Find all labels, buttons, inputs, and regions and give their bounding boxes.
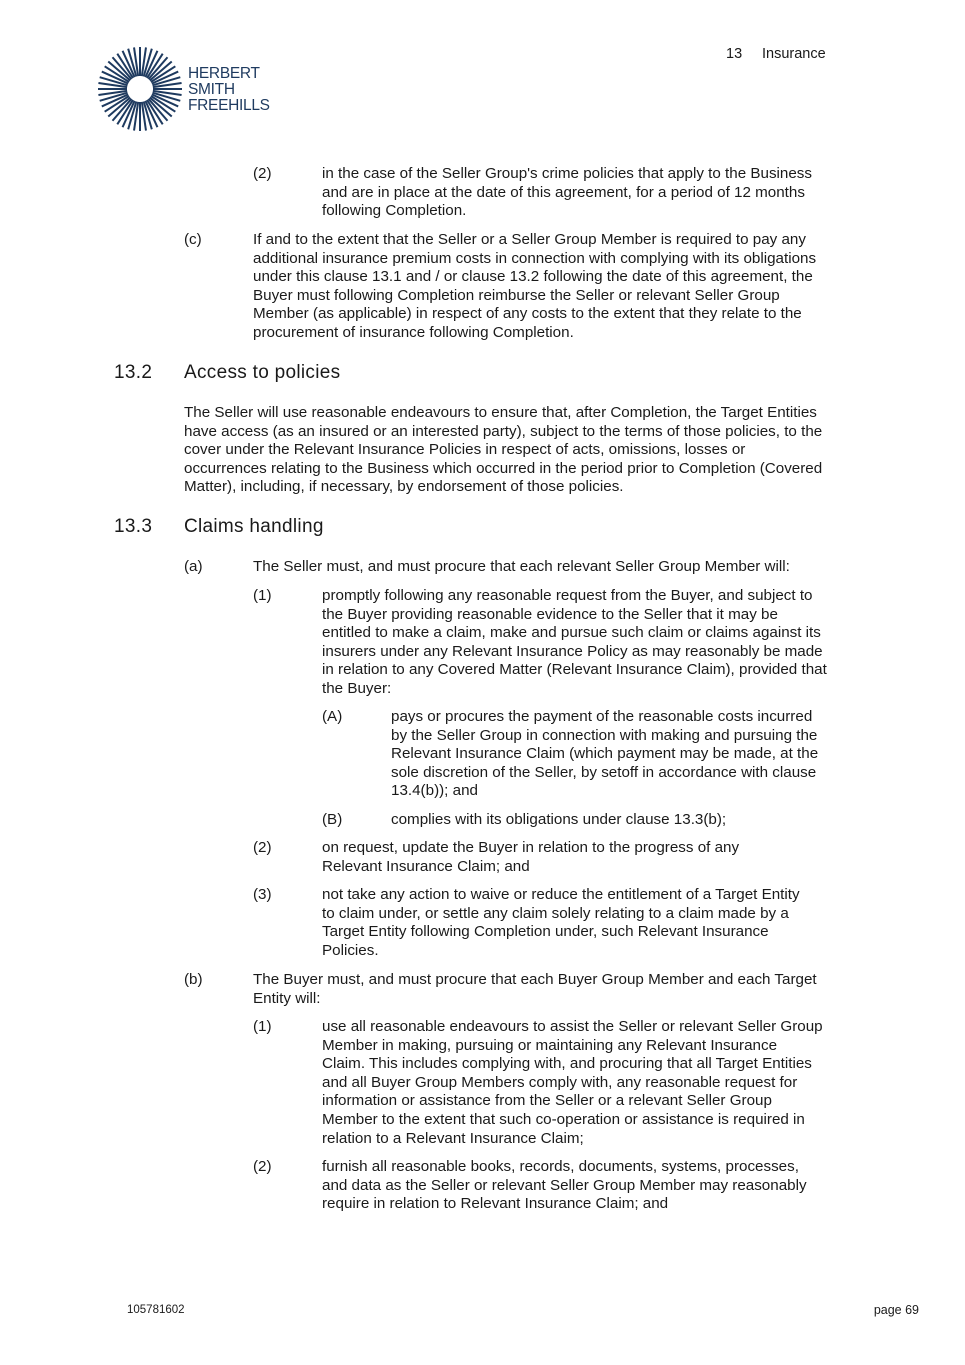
item-label: (B) bbox=[322, 811, 343, 828]
herbert-smith-freehills-logo bbox=[96, 45, 276, 135]
section-heading-13-3 bbox=[114, 516, 324, 538]
item-label: (1) bbox=[253, 1018, 272, 1035]
section-title: Claims handling bbox=[184, 516, 324, 537]
item-text: If and to the extent that the Seller or a Seller Group Member is required to pay any additional insurance premium costs in connection with complying with its obligations under this clause 13.1 and / or clause 13.2 following the date of this agreement, the Buyer must following Completion reimburse the Seller or relevant Seller Group Member (as applicable) in respect of any costs to the extent that they relate to the procurement of insurance following Completion. bbox=[253, 231, 817, 341]
item-text: complies with its obligations under clause 13.3(b); bbox=[391, 811, 727, 828]
brand-wordmark bbox=[188, 66, 270, 114]
document-id: 105781602 bbox=[127, 1304, 185, 1316]
brand-line-2: SMITH bbox=[188, 81, 235, 98]
item-label: (2) bbox=[253, 1158, 272, 1175]
running-header bbox=[726, 46, 826, 62]
item-text: in the case of the Seller Group's crime policies that apply to the Business and are in place at the date of this agreement, for a period of 12 months following Completion. bbox=[322, 165, 812, 220]
sunburst-icon bbox=[96, 45, 184, 133]
header-section-number: 13 bbox=[726, 46, 743, 62]
header-section-title: Insurance bbox=[762, 46, 826, 62]
page-number: page 69 bbox=[873, 1303, 919, 1317]
item-label: (2) bbox=[253, 165, 272, 182]
brand-line-1: HERBERT bbox=[188, 65, 260, 82]
paragraph: The Seller will use reasonable endeavours to ensure that, after Completion, the Target Entities have access (as an insured or an interested party), subject to the terms of those policies, to the cover under the Relevant Insurance Policies in respect of acts, omissions, losses or occurrences relating to the Business which occurred in the period prior to Completion (Covered Matter), including, if necessary, by endorsement of those policies. bbox=[184, 404, 823, 496]
item-text: on request, update the Buyer in relation to the progress of any Relevant Insurance Claim; and bbox=[322, 839, 740, 875]
item-text: pays or procures the payment of the reasonable costs incurred by the Seller Group in connection with making and pursuing the Relevant Insurance Claim (which payment may be made, at the sole discretion of the Seller, by setoff in accordance with clause 13.4(b)); and bbox=[391, 708, 819, 800]
item-text: The Buyer must, and must procure that each Buyer Group Member and each Target Entity will: bbox=[253, 971, 817, 1007]
item-text: not take any action to waive or reduce the entitlement of a Target Entity to claim under, or settle any claim solely relating to a claim made by a Target Entity following Completion under, such Relevant Insurance Policies. bbox=[322, 886, 800, 959]
item-text: promptly following any reasonable request from the Buyer, and subject to the Buyer providing reasonable evidence to the Seller that it may be entitled to make a claim, make and pursue such claim or claims against its insurers under any Relevant Insurance Policy as may reasonably be made in relation to any Covered Matter (Relevant Insurance Claim), provided that the Buyer: bbox=[322, 587, 827, 697]
brand-line-3: FREEHILLS bbox=[188, 97, 270, 114]
section-heading-13-2 bbox=[114, 362, 340, 384]
item-label: (b) bbox=[184, 971, 203, 988]
item-label: (3) bbox=[253, 886, 272, 903]
item-text: furnish all reasonable books, records, documents, systems, processes, and data as the Seller or relevant Seller Group Member may reasonably require in relation to Relevant Insurance Claim; and bbox=[322, 1158, 807, 1213]
item-text: The Seller must, and must procure that each relevant Seller Group Member will: bbox=[253, 558, 790, 575]
item-label: (A) bbox=[322, 708, 343, 725]
item-label: (c) bbox=[184, 231, 202, 248]
item-text: use all reasonable endeavours to assist the Seller or relevant Seller Group Member in making, pursuing or maintaining any Relevant Insurance Claim. This includes complying with, and procuring that all Target Entities and all Buyer Group Members comply with, any reasonable request for information or assistance from the Seller or a relevant Seller Group Member to the extent that such co-operation or assistance is required in relation to a Relevant Insurance Claim; bbox=[322, 1018, 823, 1147]
section-number: 13.2 bbox=[114, 362, 153, 383]
item-label: (2) bbox=[253, 839, 272, 856]
section-number: 13.3 bbox=[114, 516, 153, 537]
section-title: Access to policies bbox=[184, 362, 341, 383]
item-label: (a) bbox=[184, 558, 203, 575]
item-label: (1) bbox=[253, 587, 272, 604]
